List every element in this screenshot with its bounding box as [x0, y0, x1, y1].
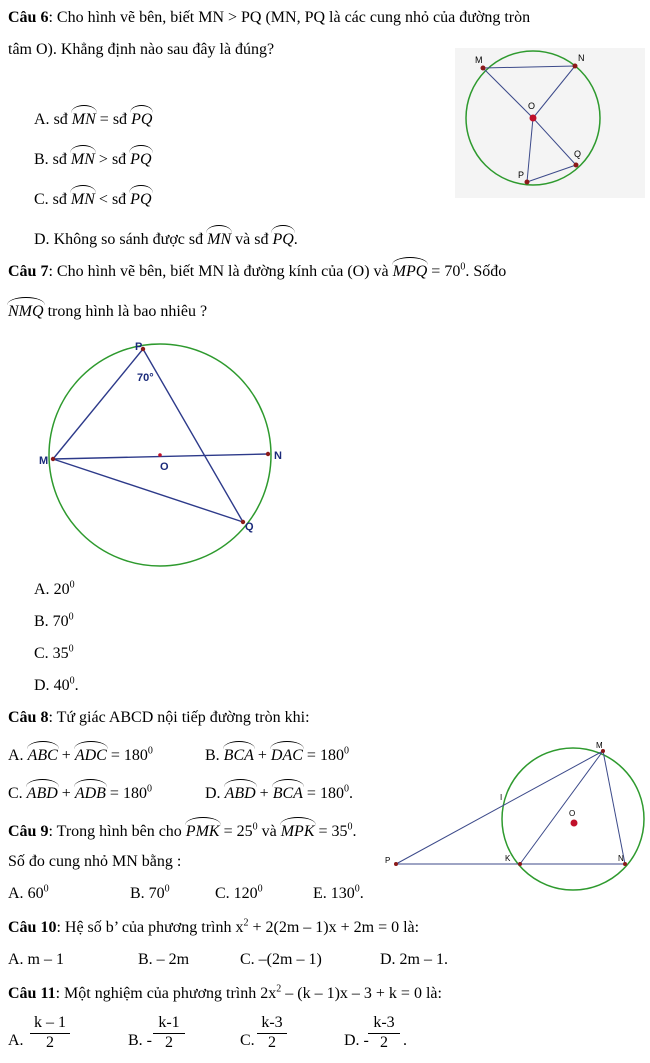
- q9-label-i: I: [500, 793, 503, 802]
- q10-option-b[interactable]: B. – 2m: [138, 951, 190, 968]
- q6-label-n: N: [578, 53, 585, 63]
- q7-angle-label: 70°: [137, 372, 154, 384]
- q11-c-fraction: k-3 2: [257, 1014, 287, 1052]
- q6-line2: tâm O). Khẳng định nào sau đây là đúng?: [8, 41, 275, 58]
- q8-line1: Câu 8: Tứ giác ABCD nội tiếp đường tròn khi:: [8, 709, 310, 726]
- q6-label-m: M: [475, 55, 483, 65]
- q6-number: Câu 6: [8, 9, 49, 26]
- q11-d-fraction: k-3 2: [368, 1014, 400, 1052]
- q11-a-fraction: k – 1 2: [30, 1014, 70, 1052]
- q7-line1: Câu 7: Cho hình vẽ bên, biết MN là đường kính của (O) và MPQ = $70^0$. Sốđo: [8, 261, 507, 280]
- q9-label-m: M: [596, 741, 603, 750]
- q10-option-a[interactable]: A. m – 1: [8, 951, 64, 968]
- q10-option-d[interactable]: D. 2m – 1.: [380, 951, 448, 968]
- q8-option-d[interactable]: D. ABD + BCA = $180^0$.: [205, 783, 353, 802]
- q9-option-b[interactable]: B. $70^0$: [130, 883, 170, 902]
- q7-option-c[interactable]: C. $35^0$: [34, 643, 74, 662]
- q10-line1: Câu 10: Hệ số b’ của phương trình $x^2 + 2(2m - 1)x + 2m = 0$ là:: [8, 917, 420, 936]
- q7-label-o: O: [160, 461, 169, 473]
- q9-figure: [380, 738, 645, 898]
- q9-label-n: N: [618, 854, 624, 863]
- q7-figure: [35, 335, 295, 575]
- q8-option-c[interactable]: C. ABD + ADB = $180^0$: [8, 783, 152, 802]
- q6-label-o: O: [528, 101, 536, 111]
- q6-option-d[interactable]: D. Không so sánh được sđ MN và sđ PQ.: [34, 228, 298, 250]
- q6-option-b[interactable]: B. sđ MN > sđ PQ: [34, 148, 152, 170]
- q10-option-c[interactable]: C. –(2m – 1): [240, 951, 322, 968]
- q9-option-e[interactable]: E. $130^0$.: [313, 883, 364, 902]
- q9-line2: Số đo cung nhỏ MN bằng :: [8, 853, 182, 870]
- q9-option-c[interactable]: C. $120^0$: [215, 883, 263, 902]
- q7-label-q: Q: [245, 521, 254, 533]
- q7-option-b[interactable]: B. $70^0$: [34, 611, 74, 630]
- q8-option-a[interactable]: A. ABC + ADC = $180^0$: [8, 745, 153, 764]
- q9-label-o: O: [569, 809, 576, 818]
- q7-label-n: N: [274, 450, 282, 462]
- q6-option-c[interactable]: C. sđ MN < sđ PQ: [34, 188, 152, 210]
- q6-line1: Câu 6: Cho hình vẽ bên, biết MN > PQ (MN, PQ là các cung nhỏ của đường tròn: [8, 9, 531, 26]
- q7-option-d[interactable]: D. $40^0$.: [34, 675, 79, 694]
- q6-label-p: P: [518, 170, 525, 180]
- q9-line1: Câu 9: Trong hình bên cho PMK = $25^0$ và MPK = $35^0$.: [8, 821, 357, 840]
- q11-line1: Câu 11: Một nghiệm của phương trình $2x^2 - (k - 1)x - 3 + k = 0$ là:: [8, 983, 442, 1002]
- q9-option-a[interactable]: A. $60^0$: [8, 883, 49, 902]
- q7-line2: NMQ trong hình là bao nhiêu ?: [8, 300, 207, 322]
- q9-label-p: P: [385, 856, 391, 865]
- q7-label-m: M: [39, 455, 49, 467]
- q9-label-k: K: [505, 854, 511, 863]
- q7-label-p: P: [135, 341, 143, 353]
- q7-option-a[interactable]: A. $20^0$: [34, 579, 75, 598]
- q6-option-a[interactable]: A. sđ MN = sđ PQ: [34, 108, 152, 130]
- q6-label-q: Q: [574, 149, 582, 159]
- q8-option-b[interactable]: B. BCA + DAC = $180^0$: [205, 745, 349, 764]
- q11-b-fraction: k-1 2: [153, 1014, 185, 1052]
- q6-figure: [455, 48, 645, 198]
